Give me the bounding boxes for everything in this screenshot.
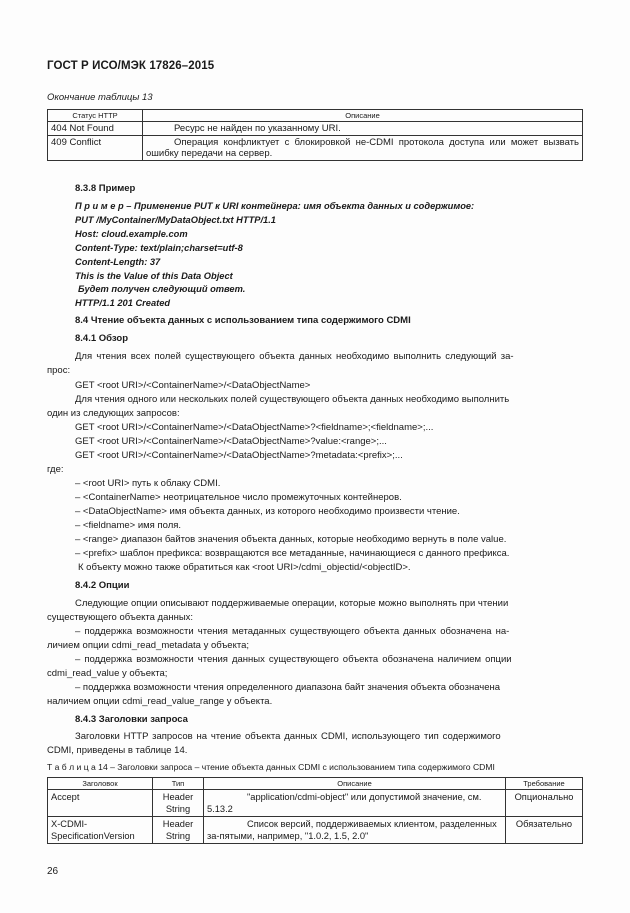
- request-line: GET <root URI>/<ContainerName>/<DataObjectName>?<fieldname>;<fieldname>;...: [75, 422, 434, 433]
- table-header-row: [48, 110, 583, 122]
- type-cell: Header String: [153, 790, 204, 817]
- header-name-cell: Accept: [48, 790, 153, 817]
- page-number: 26: [47, 866, 59, 877]
- column-header: Описание: [143, 110, 583, 122]
- paragraph-line: Для чтения одного или нескольких полей существующего объекта данных необходимо выполнить: [75, 394, 510, 405]
- paragraph-line: Заголовки HTTP запросов на чтение объекта данных CDMI, использующего тип содержимого: [75, 731, 501, 742]
- column-header: Тип: [153, 778, 204, 790]
- request-line: GET <root URI>/<ContainerName>/<DataObjectName>?value:<range>;...: [75, 436, 387, 447]
- type-cell: Header String: [153, 817, 204, 844]
- example-line: Host: cloud.example.com: [75, 229, 188, 239]
- table-row: [48, 136, 583, 161]
- option-item: личием опции cdmi_read_metadata у объекта;: [47, 640, 250, 651]
- request-line: GET <root URI>/<ContainerName>/<DataObjectName>: [75, 380, 311, 391]
- definition-item: – <root URI> путь к облаку CDMI.: [75, 478, 221, 489]
- example-line: This is the Value of this Data Object: [75, 271, 233, 281]
- paragraph-line: существующего объекта данных:: [47, 612, 194, 623]
- example-line: HTTP/1.1 201 Created: [75, 298, 171, 308]
- column-header: Заголовок: [48, 778, 153, 790]
- column-header: Описание: [204, 778, 506, 790]
- paragraph-line: CDMI, приведены в таблице 14.: [47, 745, 188, 756]
- header-name-cell: X-CDMI-SpecificationVersion: [48, 817, 153, 844]
- definition-item: – <prefix> шаблон префикса: возвращаются все метаданные, начинающиеся с данного префикса.: [75, 548, 510, 559]
- table-continuation-label: Окончание таблицы 13: [47, 92, 153, 103]
- requirement-cell: Обязательно: [506, 817, 583, 844]
- table-14: [47, 777, 583, 844]
- section-heading: 8.4.2 Опции: [75, 580, 130, 591]
- column-header: Статус HTTP: [48, 110, 143, 122]
- section-heading: 8.4.3 Заголовки запроса: [75, 714, 188, 725]
- table-row: [48, 122, 583, 136]
- description-cell: "application/cdmi-object" или допустимой значение, см. 5.13.2: [204, 790, 506, 817]
- paragraph-line: один из следующих запросов:: [47, 408, 180, 419]
- document-header: ГОСТ Р ИСО/МЭК 17826–2015: [47, 60, 215, 72]
- description-cell: Операция конфликтует с блокировкой не-CDMI протокола доступа или может вызвать ошибку передачи на сервер.: [143, 136, 583, 161]
- request-line: GET <root URI>/<ContainerName>/<DataObjectName>?metadata:<prefix>;...: [75, 450, 403, 461]
- option-item: наличием опции cdmi_read_value_range у объекта.: [47, 696, 273, 707]
- table-row: [48, 790, 583, 817]
- paragraph-line: прос:: [47, 365, 71, 376]
- description-cell: Ресурс не найден по указанному URI.: [143, 122, 583, 136]
- example-line: Content-Type: text/plain;charset=utf-8: [75, 243, 243, 253]
- description-cell: Список версий, поддерживаемых клиентом, разделенных за-пятыми, например, "1.0.2, 1.5, 2.0": [204, 817, 506, 844]
- where-label: где:: [47, 464, 64, 475]
- table-row: [48, 817, 583, 844]
- definition-item: – <ContainerName> неотрицательное число промежуточных контейнеров.: [75, 492, 402, 503]
- paragraph-line: К объекту можно также обратиться как <root URI>/cdmi_objectid/<objectID>.: [78, 562, 411, 573]
- table-header-row: [48, 778, 583, 790]
- option-item: – поддержка возможности чтения метаданных существующего объекта данных обозначена на-: [75, 626, 510, 637]
- definition-item: – <DataObjectName> имя объекта данных, из которого необходимо произвести чтение.: [75, 506, 460, 517]
- option-item: – поддержка возможности чтения определенного диапазона байт значения объекта обозначена: [75, 682, 501, 693]
- paragraph-line: Следующие опции описывают поддерживаемые операции, которые можно выполнять при чтении: [75, 598, 509, 609]
- section-heading: 8.3.8 Пример: [75, 183, 136, 194]
- example-line: PUT /MyContainer/MyDataObject.txt HTTP/1.1: [75, 215, 276, 225]
- example-line: Content-Length: 37: [75, 257, 161, 267]
- column-header: Требование: [506, 778, 583, 790]
- status-cell: 409 Conflict: [48, 136, 143, 161]
- section-heading: 8.4 Чтение объекта данных с использованием типа содержимого CDMI: [75, 315, 411, 326]
- paragraph-line: Для чтения всех полей существующего объекта данных необходимо выполнить следующий за-: [75, 351, 514, 362]
- option-item: – поддержка возможности чтения данных существующего объекта обозначена наличием опции: [75, 654, 512, 665]
- example-line: П р и м е р – Применение PUT к URI контейнера: имя объекта данных и содержимое:: [75, 201, 475, 211]
- option-item: cdmi_read_value у объекта;: [47, 668, 168, 679]
- requirement-cell: Опционально: [506, 790, 583, 817]
- table-13: [47, 109, 583, 161]
- definition-item: – <range> диапазон байтов значения объекта данных, которые необходимо вернуть в поле value.: [75, 534, 507, 545]
- table-caption: Т а б л и ц а 14 – Заголовки запроса – чтение объекта данных CDMI с использованием типа содержимого CDMI: [47, 762, 495, 772]
- example-line: Будет получен следующий ответ.: [78, 284, 246, 294]
- definition-item: – <fieldname> имя поля.: [75, 520, 182, 531]
- section-heading: 8.4.1 Обзор: [75, 333, 128, 344]
- status-cell: 404 Not Found: [48, 122, 143, 136]
